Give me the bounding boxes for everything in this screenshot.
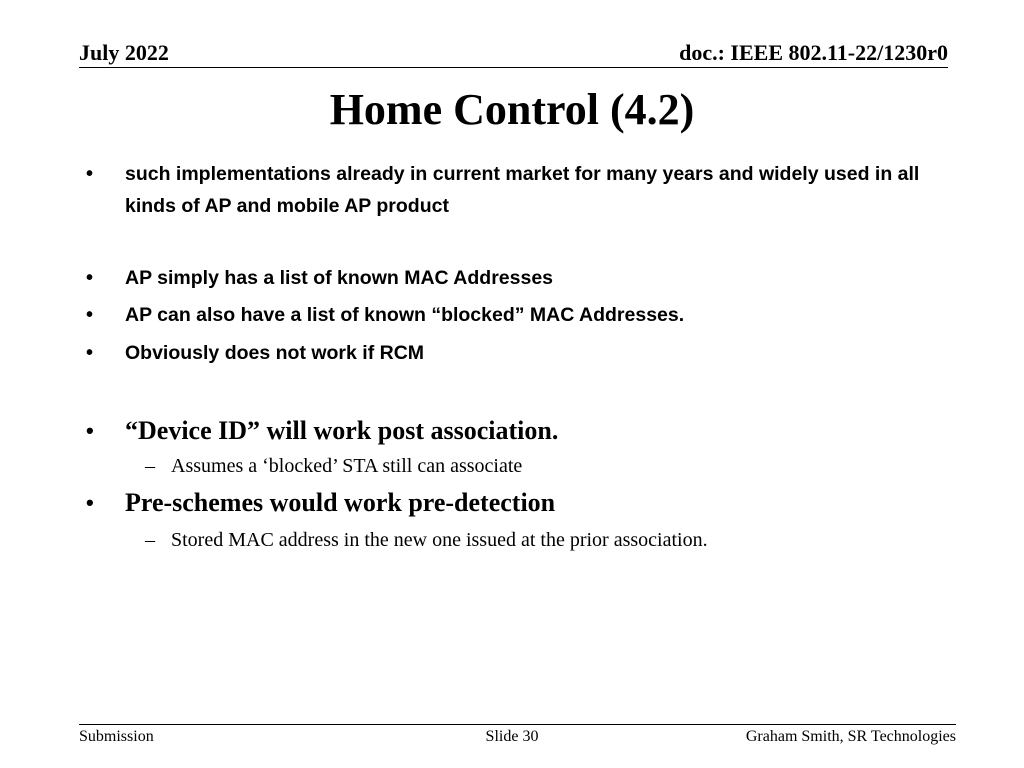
bullet-marker: •	[86, 490, 94, 515]
footer-slide-number: Slide 30	[485, 728, 539, 745]
bullet-text: “Device ID” will work post association.	[125, 416, 559, 445]
sub-bullet-text: Assumes a ‘blocked’ STA still can associate	[171, 455, 523, 477]
bullet-text: AP can also have a list of known “blocked” MAC Addresses.	[125, 304, 685, 326]
footer-submission: Submission	[79, 728, 154, 745]
header-date: July 2022	[79, 40, 169, 65]
bullet-marker: •	[86, 267, 94, 289]
sub-bullet-text: Stored MAC address in the new one issued at the prior association.	[171, 529, 708, 551]
slide-title: Home Control (4.2)	[329, 85, 695, 134]
sub-bullet-marker: –	[145, 455, 155, 477]
bullet-text: AP simply has a list of known MAC Addresses	[125, 267, 554, 289]
header-divider	[79, 67, 948, 68]
bullet-marker: •	[86, 304, 94, 326]
sub-bullet-marker: –	[145, 529, 155, 551]
bullet-text: Obviously does not work if RCM	[125, 342, 425, 364]
bullet-text: such implementations already in current market for many years and widely used in all kinds of AP and mobile AP product	[125, 163, 920, 217]
bullet-marker: •	[86, 418, 94, 443]
footer-divider	[79, 724, 956, 725]
bullet-text: Pre-schemes would work pre-detection	[125, 488, 556, 517]
bullet-marker: •	[86, 163, 94, 185]
header-doc-id: doc.: IEEE 802.11-22/1230r0	[679, 40, 948, 65]
footer-author: Graham Smith, SR Technologies	[745, 728, 956, 745]
bullet-marker: •	[86, 342, 94, 364]
